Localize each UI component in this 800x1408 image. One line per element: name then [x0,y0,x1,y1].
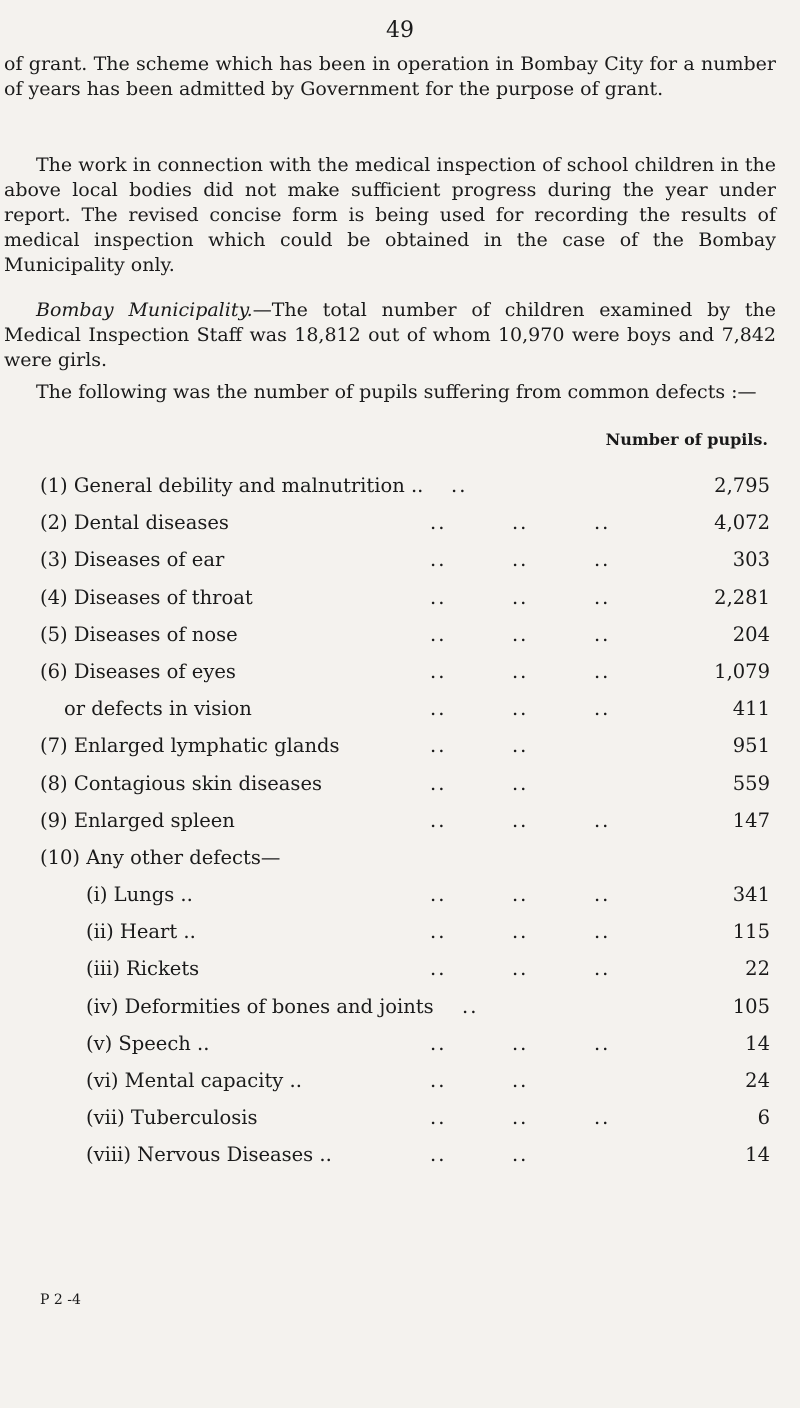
row-label: (5) Diseases of nose [40,622,238,646]
table-row [0,768,800,805]
row-leader-dots: .. .. .. [430,511,611,535]
table-row [0,1139,800,1176]
paragraph-bombay-municipality [4,298,776,373]
bombay-municipality-heading: Bombay Municipality. [36,299,253,321]
row-label: (8) Contagious skin diseases [40,771,322,795]
row-value: 4,072 [714,511,770,535]
row-label: (v) Speech .. [86,1031,210,1055]
row-value: 341 [732,883,770,907]
paragraph-medical-inspection-text: The work in connection with the medical inspection of school children in the above local bodies did not make sufficient progress during the year under report. The revised concise form is being used for recording the results of medical inspection which could be obtained in the case of the Bombay Municipality only. [4,154,776,276]
table-row [0,916,800,953]
table-row [0,1065,800,1102]
row-value: 559 [732,771,770,795]
row-label: (3) Diseases of ear [40,548,225,572]
row-leader-dots: .. .. [430,771,529,795]
paragraph-medical-inspection [4,153,776,278]
row-label: (viii) Nervous Diseases .. [86,1143,332,1167]
table-row [0,544,800,581]
row-label: (2) Dental diseases [40,511,229,535]
paragraph-grant-text: of grant. The scheme which has been in operation in Bombay City for a number of years has been admitted by Government for the purpose of grant. [4,53,776,100]
row-leader-dots: .. [462,994,479,1018]
row-leader-dots: .. .. [430,1069,529,1092]
bombay-municipality-text: —The total number of children examined by the Medical Inspection Staff was 18,812 out of whom 10,970 were boys and 7,842 were girls. [4,299,776,371]
row-label: or defects in vision [64,697,252,721]
row-label: (1) General debility and malnutrition .. [40,474,424,497]
row-label: (9) Enlarged spleen [40,808,235,832]
row-label: (4) Diseases of throat [40,585,253,609]
row-value: 6 [757,1106,770,1130]
row-value: 24 [745,1069,770,1092]
row-leader-dots: .. .. .. [430,808,611,832]
table-row [0,953,800,990]
row-leader-dots: .. .. .. [430,659,611,683]
footer-mark: P 2 -4 [40,1292,81,1308]
row-label: (7) Enlarged lymphatic glands [40,734,340,758]
row-value: 303 [732,548,770,572]
row-value: 2,795 [714,474,770,497]
row-value: 204 [732,622,770,646]
page-number: 49 [386,18,414,43]
table-row [0,1102,800,1139]
row-label: (vi) Mental capacity .. [86,1069,302,1092]
row-label: (i) Lungs .. [86,883,193,907]
row-label: (ii) Heart .. [86,920,196,944]
table-row [0,991,800,1028]
row-leader-dots: .. .. .. [430,585,611,609]
table-row [0,805,800,842]
column-header: Number of pupils. [605,430,768,449]
table-row [0,507,800,544]
table-row [0,842,800,879]
table-row [0,470,800,507]
row-leader-dots: .. .. .. [430,1031,611,1055]
paragraph-grant [4,52,776,102]
row-label: (iii) Rickets [86,957,200,981]
row-label: (vii) Tuberculosis [86,1106,258,1130]
paragraph-following-text: The following was the number of pupils suffering from common defects :— [36,381,757,403]
defects-table [0,470,800,1177]
table-row [0,619,800,656]
row-value: 2,281 [714,585,770,609]
table-row [0,879,800,916]
row-leader-dots: .. .. [430,1143,529,1167]
table-row [0,582,800,619]
row-value: 1,079 [714,659,770,683]
table-row [0,656,800,693]
row-label: (iv) Deformities of bones and joints [86,994,434,1018]
row-leader-dots: .. .. [430,734,529,758]
row-leader-dots: .. .. .. [430,957,611,981]
table-row [0,1028,800,1065]
row-leader-dots: .. .. .. [430,1106,611,1130]
row-leader-dots: .. .. .. [430,920,611,944]
paragraph-following [4,380,776,405]
row-value: 115 [732,920,770,944]
row-value: 411 [732,697,770,721]
row-value: 951 [732,734,770,758]
row-value: 105 [732,994,770,1018]
row-value: 14 [745,1031,770,1055]
row-leader-dots: .. .. .. [430,883,611,907]
row-value: 147 [732,808,770,832]
row-leader-dots: .. [451,474,468,497]
table-row [0,693,800,730]
row-leader-dots: .. .. .. [430,697,611,721]
row-label: (10) Any other defects— [40,845,281,869]
row-leader-dots: .. .. .. [430,622,611,646]
row-leader-dots: .. .. .. [430,548,611,572]
table-row [0,730,800,767]
row-value: 14 [745,1143,770,1167]
row-label: (6) Diseases of eyes [40,659,236,683]
row-value: 22 [745,957,770,981]
